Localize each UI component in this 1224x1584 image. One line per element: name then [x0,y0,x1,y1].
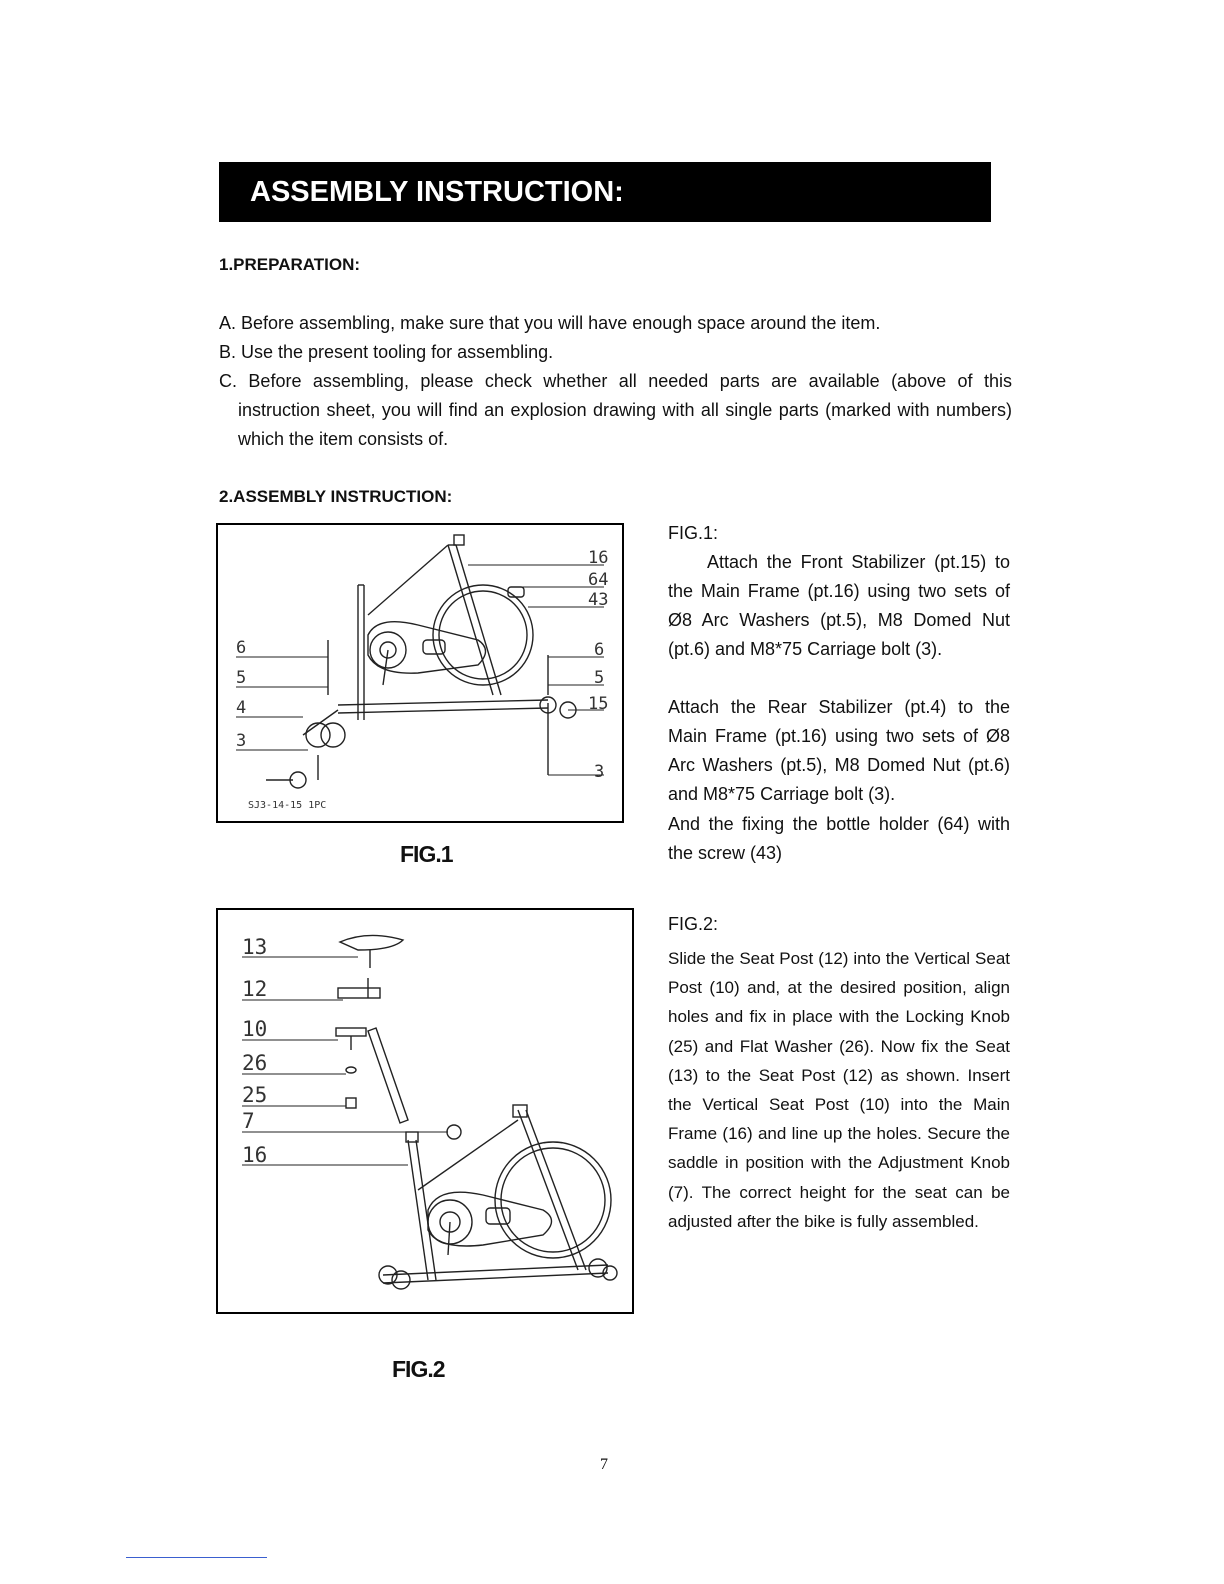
fig1-drawing [216,523,624,823]
fig1-label-left: 6 [236,638,247,658]
fig2-label: 12 [242,977,268,1001]
preparation-heading: 1.PREPARATION: [219,255,361,274]
fig2-label: 10 [242,1017,268,1041]
fig2-title: FIG.2: [668,914,719,934]
footer-divider [126,1557,267,1558]
fig1-label-right: 64 [588,570,609,590]
fig1-label-right: 6 [594,640,605,660]
fig2-drawing [216,908,634,1314]
fig2-label: 13 [242,935,268,959]
fig1-text-bottle: And the fixing the bottle holder (64) with the screw (43) [668,814,1010,863]
fig1-label-right: 43 [588,590,609,610]
fig1-text-front: Attach the Front Stabilizer (pt.15) to the Main Frame (pt.16) using two sets of Ø8 Arc Washers (pt.5), M8 Domed Nut (pt.6) and M8*75 Carriage bolt (3). [668,552,1010,659]
preparation-item-c: C. Before assembling, please check whether all needed parts are available (above of this instruction sheet, you will find an explosion drawing with all single parts (marked with numbers) which the item consists of. [219,371,1012,449]
fig1-label-right: 16 [588,548,609,568]
fig2-label: 26 [242,1051,268,1075]
page-number: 7 [600,1456,608,1473]
fig2-label: 16 [242,1143,268,1167]
fig1-label-left: 5 [236,668,247,688]
fig2-label: 25 [242,1083,268,1107]
fig1-drawing-code: SJ3-14-15 1PC [248,800,327,811]
preparation-item-a: A. Before assembling, make sure that you will have enough space around the item. [219,313,881,333]
fig2-text: Slide the Seat Post (12) into the Vertical Seat Post (10) and, at the desired position, align holes and fix in place with the Locking Knob (25) and Flat Washer (26). Now fix the Seat (13) to the Seat Post (12) as shown. Insert the Vertical Seat Post (10) into the Main Frame (16) and line up the holes. Secure the saddle in position with the Adjustment Knob (7). The correct height for the seat can be adjusted after the bike is fully assembled. [668,949,1010,1231]
section-banner [219,162,991,222]
fig1-label-left: 3 [236,731,247,751]
fig1-label-right: 3 [594,762,605,782]
fig2-bike-illustration [218,910,632,1312]
fig1-label-right: 15 [588,694,609,714]
fig1-text-rear: Attach the Rear Stabilizer (pt.4) to the Main Frame (pt.16) using two sets of Ø8 Arc Washers (pt.5), M8 Domed Nut (pt.6) and M8*75 Carriage bolt (3). [668,697,1010,804]
banner-title: ASSEMBLY INSTRUCTION: [250,176,624,208]
assembly-heading: 2.ASSEMBLY INSTRUCTION: [219,487,453,506]
fig1-bike-illustration [218,525,622,821]
fig1-caption: FIG.1 [400,841,453,867]
fig1-title: FIG.1: [668,523,719,543]
fig1-label-left: 4 [236,698,247,718]
fig1-label-right: 5 [594,668,605,688]
fig2-label: 7 [242,1109,255,1133]
preparation-item-b: B. Use the present tooling for assembling. [219,342,554,362]
fig2-caption: FIG.2 [392,1356,445,1382]
